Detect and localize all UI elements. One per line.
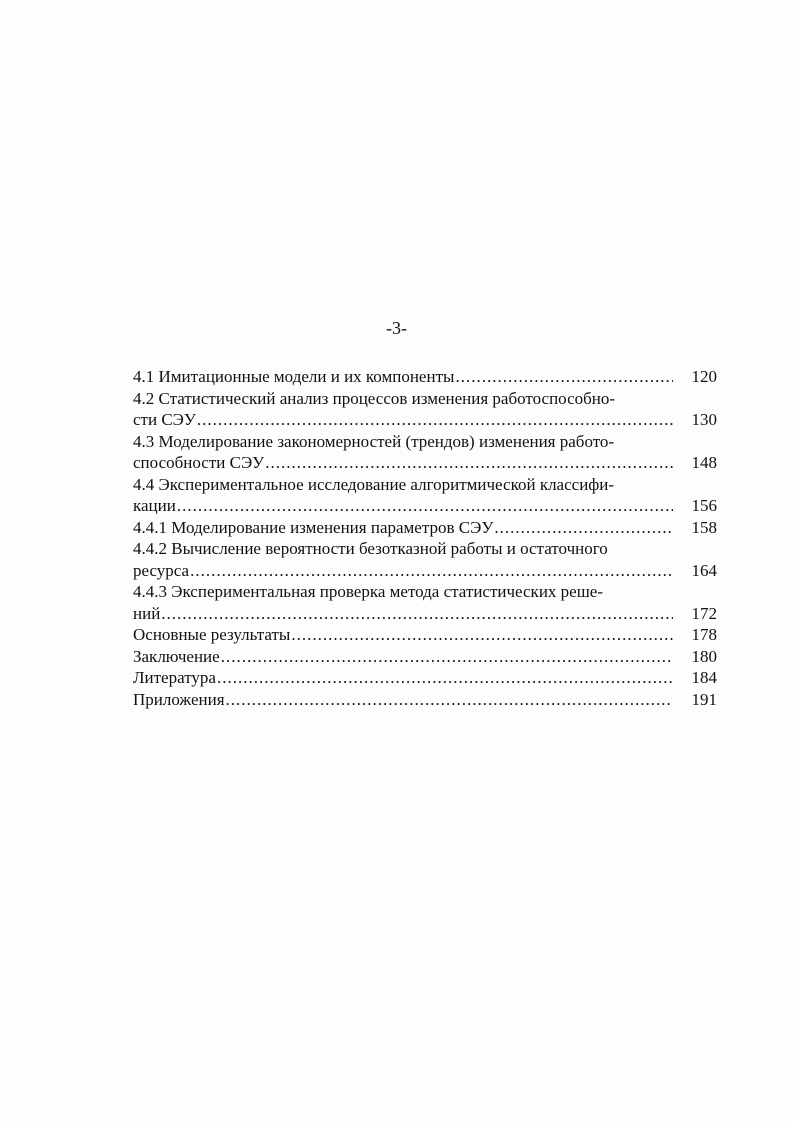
toc-entry[interactable] [133, 646, 717, 668]
toc-entry-title-continuation: кации [133, 496, 176, 515]
toc-last-line [133, 366, 717, 388]
toc-leader-dots [217, 667, 673, 689]
toc-page-number: 180 [691, 646, 717, 666]
toc-page-number: 130 [691, 410, 717, 429]
toc-entry-title-continuation: ресурса [133, 560, 190, 580]
toc-entry-title: 4.3 Моделирование закономерностей (трендов) изменения работо- [133, 431, 615, 451]
toc-last-line [133, 495, 717, 517]
toc-entry-title: Приложения [133, 689, 225, 709]
toc-entry[interactable] [133, 431, 717, 474]
toc-entry-title: 4.4.3 Экспериментальная проверка метода статистических реше- [133, 582, 604, 601]
toc-entry[interactable] [133, 581, 717, 624]
toc-last-line [133, 603, 717, 625]
toc-page-number: 184 [691, 668, 717, 687]
toc-entry[interactable] [133, 517, 717, 539]
toc-leader-dots [221, 646, 673, 668]
toc-leader-dots [190, 560, 673, 582]
toc-entry-title-continuation: способности СЭУ [133, 453, 265, 472]
toc-entry[interactable] [133, 624, 717, 646]
toc-page-number: 120 [691, 367, 717, 386]
toc-last-line [133, 452, 717, 474]
toc-entry-title: 4.4.1 Моделирование изменения параметров СЭУ [133, 517, 494, 537]
toc-last-line [133, 667, 717, 689]
toc-entry-title: 4.1 Имитационные модели и их компоненты [133, 367, 455, 386]
toc-entry-title-continuation: ний [133, 603, 161, 623]
toc-entry[interactable] [133, 366, 717, 388]
toc-leader-dots [291, 624, 673, 646]
toc-entry-title-continuation: сти СЭУ [133, 410, 196, 429]
toc-page-number: 156 [691, 496, 717, 515]
toc-page-number: 172 [691, 603, 717, 623]
toc-leader-dots [161, 603, 673, 625]
page-number: -3- [386, 318, 407, 338]
toc-entry[interactable] [133, 689, 717, 711]
toc-last-line [133, 517, 717, 539]
toc-last-line [133, 560, 717, 582]
toc-entry-title: Заключение [133, 646, 220, 666]
table-of-contents [133, 366, 717, 710]
toc-leader-dots [494, 517, 673, 539]
toc-page-number: 178 [691, 625, 717, 644]
toc-page-number: 148 [691, 453, 717, 472]
toc-entry[interactable] [133, 388, 717, 431]
toc-page-number: 164 [691, 560, 717, 580]
toc-leader-dots [197, 409, 673, 431]
toc-page-number: 158 [691, 517, 717, 537]
toc-leader-dots [177, 495, 673, 517]
toc-entry-title: 4.4.2 Вычисление вероятности безотказной работы и остаточного [133, 539, 608, 558]
toc-entry-title: Литература [133, 668, 216, 687]
toc-entry[interactable] [133, 474, 717, 517]
toc-last-line [133, 646, 717, 668]
toc-page-number: 191 [691, 689, 717, 709]
toc-last-line [133, 689, 717, 711]
toc-last-line [133, 409, 717, 431]
toc-leader-dots [226, 689, 673, 711]
toc-entry-title: Основные результаты [133, 625, 291, 644]
toc-entry[interactable] [133, 538, 717, 581]
toc-last-line [133, 624, 717, 646]
toc-entry-title: 4.2 Статистический анализ процессов изменения работоспособно- [133, 388, 616, 408]
toc-leader-dots [265, 452, 673, 474]
toc-entry[interactable] [133, 667, 717, 689]
toc-entry-title: 4.4 Экспериментальное исследование алгоритмической классифи- [133, 474, 615, 494]
toc-leader-dots [455, 366, 673, 388]
